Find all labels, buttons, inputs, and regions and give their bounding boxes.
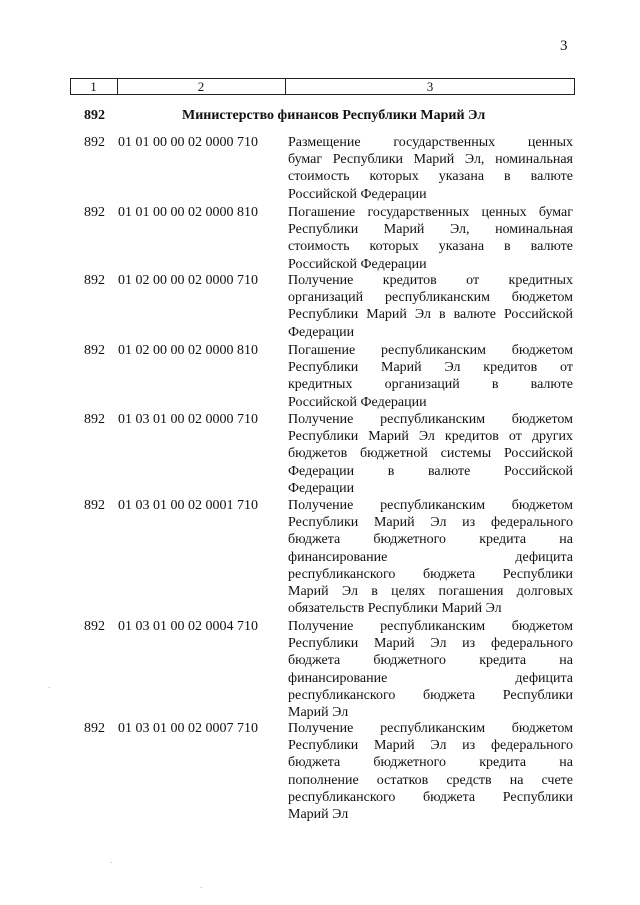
description-line: Федерации в валюте Российской bbox=[288, 463, 573, 479]
ministry-name: Министерство финансов Республики Марий Эл bbox=[182, 108, 486, 123]
scan-mark: . bbox=[200, 880, 203, 891]
description-line: Марий Эл bbox=[288, 806, 349, 822]
description-line: бюджета бюджетного кредита на bbox=[288, 532, 573, 548]
description-line: Получение республиканским бюджетом bbox=[288, 412, 573, 427]
row-chapter: 892 bbox=[84, 135, 105, 150]
description-line: бюджета бюджетного кредита на bbox=[288, 653, 573, 669]
row-chapter: 892 bbox=[84, 273, 105, 288]
ministry-chapter: 892 bbox=[84, 108, 105, 123]
row-description bbox=[288, 497, 573, 617]
description-line: Республики Марий Эл кредитов от bbox=[288, 360, 573, 376]
row-code: 01 02 00 00 02 0000 710 bbox=[118, 273, 258, 288]
description-line: республиканского бюджета Республики bbox=[288, 566, 573, 582]
description-line: стоимость которых указана в валюте bbox=[288, 169, 573, 185]
row-description bbox=[288, 720, 573, 823]
row-chapter: 892 bbox=[84, 205, 105, 220]
description-line: республиканского бюджета Республики bbox=[288, 789, 573, 805]
description-line: республиканского бюджета Республики bbox=[288, 687, 573, 703]
row-code: 01 01 00 00 02 0000 810 bbox=[118, 205, 258, 220]
row-code: 01 01 00 00 02 0000 710 bbox=[118, 135, 258, 150]
description-line: Федерации bbox=[288, 324, 355, 340]
row-description bbox=[288, 618, 573, 721]
scan-mark: . bbox=[48, 680, 51, 691]
row-description bbox=[288, 204, 573, 273]
description-line: Республики Марий Эл в валюте Российской bbox=[288, 307, 573, 323]
description-line: Республики Марий Эл, номинальная bbox=[288, 222, 573, 238]
description-line: Размещение государственных ценных bbox=[288, 135, 573, 150]
description-line: Российской Федерации bbox=[288, 186, 427, 202]
description-line: Погашение республиканским бюджетом bbox=[288, 343, 573, 358]
description-line: Республики Марий Эл кредитов от других bbox=[288, 429, 573, 445]
row-description bbox=[288, 272, 573, 341]
row-chapter: 892 bbox=[84, 619, 105, 634]
header-col-3: 3 bbox=[426, 79, 434, 94]
header-col-1: 1 bbox=[90, 79, 97, 94]
description-line: организаций республиканским бюджетом bbox=[288, 290, 573, 306]
row-chapter: 892 bbox=[84, 721, 105, 736]
description-line: Марий Эл bbox=[288, 704, 349, 720]
row-description bbox=[288, 342, 573, 411]
row-description bbox=[288, 134, 573, 203]
description-line: Федерации bbox=[288, 480, 355, 496]
description-line: Республики Марий Эл из федерального bbox=[288, 636, 573, 652]
description-line: Получение кредитов от кредитных bbox=[288, 273, 573, 288]
page-number: 3 bbox=[560, 38, 568, 54]
row-chapter: 892 bbox=[84, 498, 105, 513]
table-header bbox=[70, 78, 575, 95]
row-chapter: 892 bbox=[84, 412, 105, 427]
description-line: Получение республиканским бюджетом bbox=[288, 498, 573, 513]
description-line: бюджетов бюджетной системы Российской bbox=[288, 446, 573, 462]
description-line: Получение республиканским бюджетом bbox=[288, 619, 573, 634]
description-line: стоимость которых указана в валюте bbox=[288, 239, 573, 255]
description-line: бюджета бюджетного кредита на bbox=[288, 755, 573, 771]
row-code: 01 02 00 00 02 0000 810 bbox=[118, 343, 258, 358]
row-code: 01 03 01 00 02 0004 710 bbox=[118, 619, 258, 634]
description-line: Республики Марий Эл из федерального bbox=[288, 738, 573, 754]
description-line: Погашение государственных ценных бумаг bbox=[288, 205, 573, 220]
description-line: финансирование дефицита bbox=[288, 549, 573, 565]
description-line: Российской Федерации bbox=[288, 256, 427, 272]
description-line: Получение республиканским бюджетом bbox=[288, 721, 573, 736]
description-line: обязательств Республики Марий Эл bbox=[288, 601, 502, 617]
description-line: бумаг Республики Марий Эл, номинальная bbox=[288, 152, 573, 168]
row-code: 01 03 01 00 02 0001 710 bbox=[118, 498, 258, 513]
row-chapter: 892 bbox=[84, 343, 105, 358]
description-line: кредитных организаций в валюте bbox=[288, 377, 573, 393]
description-line: Марий Эл в целях погашения долговых bbox=[288, 583, 573, 599]
header-col-2: 2 bbox=[197, 79, 205, 94]
row-description bbox=[288, 411, 573, 497]
row-code: 01 03 01 00 02 0007 710 bbox=[118, 721, 258, 736]
description-line: пополнение остатков средств на счете bbox=[288, 772, 573, 788]
scan-mark: . bbox=[110, 855, 113, 866]
description-line: Российской Федерации bbox=[288, 394, 427, 410]
description-line: Республики Марий Эл из федерального bbox=[288, 515, 573, 531]
description-line: финансирование дефицита bbox=[288, 670, 573, 686]
row-code: 01 03 01 00 02 0000 710 bbox=[118, 412, 258, 427]
